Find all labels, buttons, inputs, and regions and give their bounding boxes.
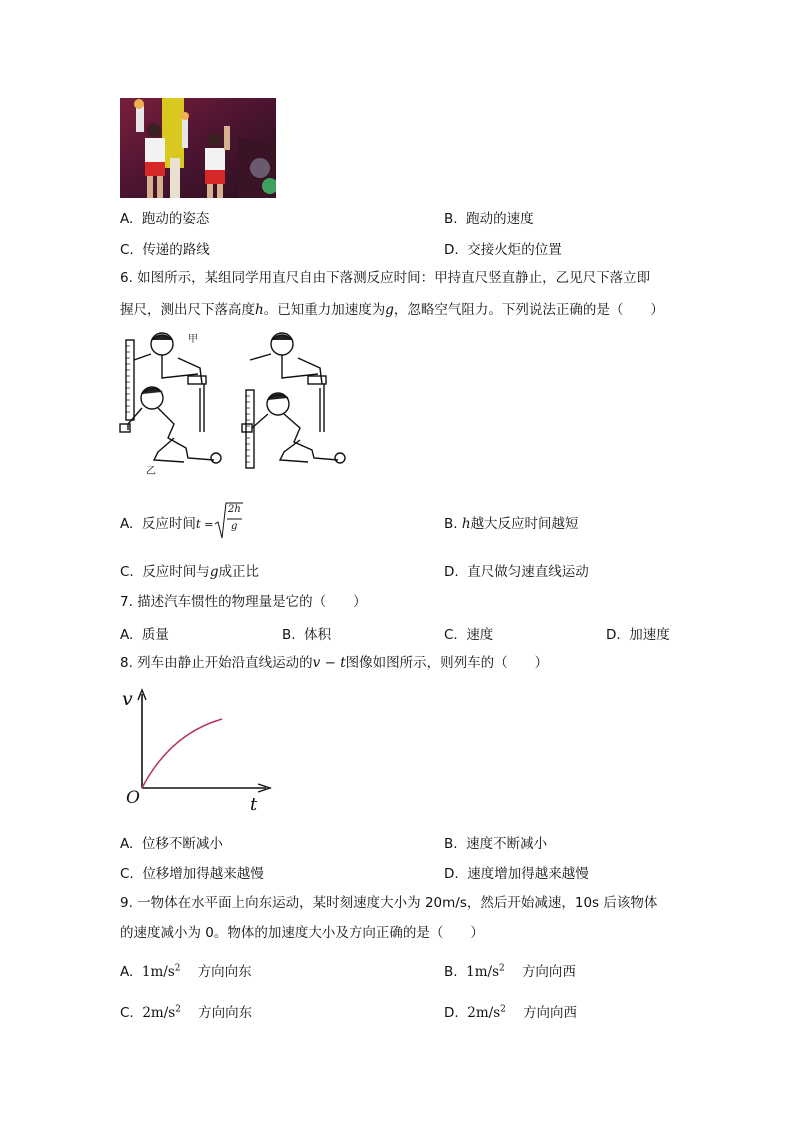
q7-option-b[interactable]: B. 体积 — [282, 627, 332, 643]
q5-option-c[interactable]: C. 传递的路线 — [120, 242, 210, 258]
reaction-time-figure — [118, 328, 348, 478]
q9-stem-line1: 9. 一物体在水平面上向东运动，某时刻速度大小为 20m/s，然后开始减速，10s 后该物体 — [120, 895, 658, 911]
q8-stem: 8. 列车由静止开始沿直线运动的v − t图像如图所示，则列车的（ ） — [120, 655, 549, 671]
q7-option-a[interactable]: A. 质量 — [120, 627, 169, 643]
q9-option-c[interactable]: C. $2m/s^2$ 方向向东 — [120, 1004, 253, 1021]
q9-option-d[interactable]: D. $2m/s^2$ 方向向西 — [444, 1004, 578, 1021]
q8-option-b[interactable]: B. 速度不断减小 — [444, 836, 548, 852]
origin-label: O — [126, 788, 140, 808]
q9-stem-line2: 的速度减小为 0。物体的加速度大小及方向正确的是（ ） — [120, 925, 484, 941]
torch-relay-photo — [120, 98, 276, 198]
q5-option-a[interactable]: A. 跑动的姿态 — [120, 211, 210, 227]
y-axis-label: v — [122, 688, 133, 710]
q6-option-a[interactable]: A. 反应时间t = — [120, 516, 214, 532]
label-yi: 乙 — [146, 466, 156, 477]
q7-option-c[interactable]: C. 速度 — [444, 627, 494, 643]
q8-option-a[interactable]: A. 位移不断减小 — [120, 836, 223, 852]
sqrt-formula: 2h g — [214, 500, 244, 540]
q6-option-d[interactable]: D. 直尺做匀速直线运动 — [444, 564, 589, 580]
q7-option-d[interactable]: D. 加速度 — [606, 627, 670, 643]
q5-option-b[interactable]: B. 跑动的速度 — [444, 211, 534, 227]
q9-option-a[interactable]: A. $1m/s^2$ 方向向东 — [120, 963, 252, 980]
label-jia: 甲 — [188, 334, 198, 345]
q6-stem-line2: 握尺，测出尺下落高度h。已知重力加速度为g，忽略空气阻力。下列说法正确的是（ ） — [120, 302, 664, 318]
q8-option-c[interactable]: C. 位移增加得越来越慢 — [120, 866, 264, 882]
q7-stem: 7. 描述汽车惯性的物理量是它的（ ） — [120, 594, 367, 610]
vt-curve — [142, 719, 222, 788]
q6-option-c[interactable]: C. 反应时间与g成正比 — [120, 564, 259, 580]
q5-option-d[interactable]: D. 交接火炬的位置 — [444, 242, 562, 258]
vt-graph — [118, 688, 278, 816]
photo-image — [120, 98, 276, 198]
q6-option-b[interactable]: B. h越大反应时间越短 — [444, 516, 579, 532]
q9-option-b[interactable]: B. $1m/s^2$ 方向向西 — [444, 963, 576, 980]
q8-option-d[interactable]: D. 速度增加得越来越慢 — [444, 866, 589, 882]
q6-stem-line1: 6. 如图所示，某组同学用直尺自由下落测反应时间：甲持直尺竖直静止，乙见尺下落立即 — [120, 270, 651, 286]
x-axis-label: t — [250, 794, 258, 815]
